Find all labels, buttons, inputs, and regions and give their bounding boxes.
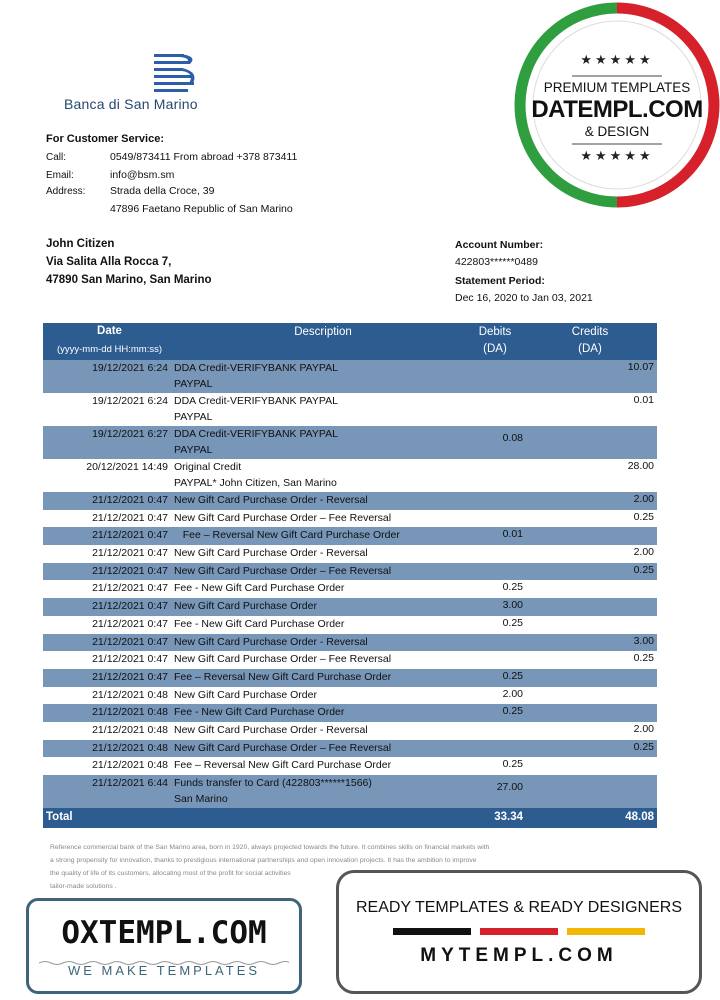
row-date: 21/12/2021 0:48 [92, 688, 168, 701]
row-description: New Gift Card Purchase Order – Fee Reversal [174, 564, 392, 577]
row-description: Fee - New Gift Card Purchase Order [174, 706, 345, 719]
row-debit: 0.25 [502, 758, 523, 771]
table-header [43, 323, 657, 360]
row-date: 19/12/2021 6:24 [92, 395, 168, 407]
row-date: 21/12/2021 0:47 [92, 670, 168, 683]
footnote-line1: Reference commercial bank of the San Marino area, born in 1920, always projected towards the future. It combines skills on financial markets with [50, 844, 490, 851]
footnote-line3: the quality of life of its customers, allocating most of the profit for social activities [50, 870, 291, 877]
header-credits: Credits [571, 326, 609, 338]
mytempl-stamp [336, 870, 702, 994]
stripe-black [393, 928, 471, 935]
row-description: New Gift Card Purchase Order - Reversal [174, 494, 368, 506]
table-row [43, 704, 657, 722]
row-credit: 28.00 [627, 460, 654, 472]
header-credits-unit: (DA) [578, 343, 602, 355]
row-description-detail: PAYPAL [174, 378, 213, 390]
row-date: 21/12/2021 0:47 [92, 617, 168, 630]
call-label: Call: [46, 152, 67, 163]
customer-street: Via Salita Alla Rocca 7, [46, 256, 172, 268]
email-label: Email: [46, 170, 74, 181]
email-value[interactable]: info@bsm.sm [110, 169, 175, 181]
badge-stars-top: ★★★★★ [580, 52, 654, 67]
row-date: 19/12/2021 6:24 [92, 362, 168, 374]
row-description: DDA Credit-VERIFYBANK PAYPAL [174, 395, 338, 407]
statement-period-value: Dec 16, 2020 to Jan 03, 2021 [455, 292, 593, 304]
row-description-detail: PAYPAL [174, 411, 213, 423]
row-credit: 2.00 [633, 546, 654, 559]
table-row [43, 393, 657, 426]
row-description: New Gift Card Purchase Order - Reversal [174, 547, 368, 560]
row-description-detail: PAYPAL [174, 444, 213, 456]
row-credit: 0.25 [633, 652, 654, 665]
badge-stars-bottom: ★★★★★ [580, 148, 654, 163]
row-description: New Gift Card Purchase Order – Fee Reversal [174, 741, 392, 754]
row-date: 21/12/2021 0:48 [92, 741, 168, 754]
address-label: Address: [46, 186, 86, 197]
row-date: 21/12/2021 0:47 [92, 635, 168, 648]
row-debit: 27.00 [496, 781, 523, 793]
row-date: 19/12/2021 6:27 [92, 428, 168, 440]
header-description: Description [294, 326, 352, 338]
row-credit: 10.07 [627, 361, 654, 373]
table-row [43, 651, 657, 669]
row-credit: 0.25 [633, 510, 654, 523]
badge-line3: & DESIGN [584, 124, 650, 139]
badge-line2: DATEMPL.COM [531, 96, 703, 123]
header-date-format: (yyyy-mm-dd HH:mm:ss) [56, 344, 162, 355]
row-description: Fee - New Gift Card Purchase Order [174, 617, 345, 630]
row-date: 21/12/2021 0:48 [92, 706, 168, 719]
row-date: 21/12/2021 0:47 [92, 547, 168, 560]
table-row [43, 598, 657, 616]
call-value: 0549/873411 From abroad +378 873411 [110, 151, 298, 163]
row-credit: 0.25 [633, 563, 654, 576]
row-description: Funds transfer to Card (422803******1566) [174, 777, 372, 789]
table-row [43, 492, 657, 510]
table-row [43, 563, 657, 581]
row-credit: 2.00 [633, 493, 654, 505]
footnote-line2: a strong propensity for innovation, thanks to prestigious international partnerships and open innovation projects. It has the ambition to improve [50, 857, 477, 864]
row-debit: 0.08 [502, 432, 523, 444]
row-description: New Gift Card Purchase Order – Fee Reversal [174, 511, 392, 524]
row-date: 21/12/2021 0:48 [92, 759, 168, 772]
table-row [43, 545, 657, 563]
statement-table [43, 323, 657, 828]
wave-icon [39, 953, 289, 959]
table-row [43, 616, 657, 634]
oxtempl-subtitle: WE MAKE TEMPLATES [67, 963, 261, 978]
table-row [43, 426, 657, 459]
row-date: 21/12/2021 0:47 [92, 511, 168, 524]
account-number-value: 422803******0489 [455, 256, 538, 268]
table-row [43, 687, 657, 705]
row-description-detail: PAYPAL* John Citizen, San Marino [174, 477, 337, 489]
row-description: New Gift Card Purchase Order – Fee Reversal [174, 653, 392, 666]
customer-name: John Citizen [46, 238, 115, 250]
row-description: Fee – Reversal New Gift Card Purchase Order [174, 670, 392, 683]
header-date: Date [97, 325, 122, 337]
customer-service-title: For Customer Service: [46, 133, 164, 145]
table-row [43, 459, 657, 492]
bank-logo-icon [150, 52, 200, 94]
address-line1: Strada della Croce, 39 [110, 185, 215, 197]
row-date: 21/12/2021 0:47 [92, 529, 168, 542]
row-description-detail: San Marino [174, 793, 228, 805]
table-row [43, 775, 657, 808]
total-label: Total [46, 811, 73, 823]
row-debit: 0.25 [502, 669, 523, 682]
row-debit: 0.25 [502, 616, 523, 629]
row-date: 21/12/2021 0:47 [92, 564, 168, 577]
row-date: 21/12/2021 0:47 [92, 494, 168, 506]
row-debit: 0.01 [502, 528, 523, 541]
total-row [43, 808, 657, 828]
oxtempl-stamp [26, 898, 302, 994]
badge-line1: PREMIUM TEMPLATES [543, 80, 691, 95]
header-debits: Debits [478, 326, 512, 338]
table-row [43, 669, 657, 687]
table-row [43, 740, 657, 758]
header-debits-unit: (DA) [483, 343, 507, 355]
mytempl-url[interactable]: MYTEMPL.COM [420, 945, 618, 966]
statement-period-label: Statement Period: [455, 275, 545, 287]
row-debit: 0.25 [502, 581, 523, 594]
row-credit: 2.00 [633, 722, 654, 735]
bank-name: Banca di San Marino [64, 96, 198, 112]
footnote-line4: tailor-made solutions . [50, 883, 117, 890]
customer-city: 47890 San Marino, San Marino [46, 274, 212, 286]
table-row [43, 527, 657, 545]
row-description: Fee - New Gift Card Purchase Order [174, 582, 345, 595]
row-description: Fee – Reversal New Gift Card Purchase Order [174, 759, 392, 772]
row-description: New Gift Card Purchase Order [174, 600, 317, 613]
table-row [43, 510, 657, 528]
row-credit: 0.01 [633, 394, 654, 406]
table-body [43, 360, 657, 808]
total-credit: 48.08 [625, 811, 654, 823]
mytempl-title: READY TEMPLATES & READY DESIGNERS [355, 899, 683, 916]
stripe-red [480, 928, 558, 935]
table-row [43, 360, 657, 393]
address-line2: 47896 Faetano Republic of San Marino [110, 203, 293, 215]
oxtempl-title[interactable]: OXTEMPL.COM [61, 915, 267, 951]
row-description: DDA Credit-VERIFYBANK PAYPAL [174, 362, 338, 374]
row-debit: 3.00 [502, 599, 523, 612]
row-description: Fee – Reversal New Gift Card Purchase Order [174, 529, 400, 542]
account-number-label: Account Number: [455, 239, 544, 251]
row-date: 20/12/2021 14:49 [86, 461, 168, 473]
total-debit: 33.34 [494, 811, 523, 823]
row-date: 21/12/2021 0:47 [92, 582, 168, 595]
row-description: New Gift Card Purchase Order - Reversal [174, 723, 368, 736]
row-date: 21/12/2021 0:47 [92, 653, 168, 666]
table-row [43, 757, 657, 775]
row-date: 21/12/2021 0:47 [92, 600, 168, 613]
row-description: Original Credit [174, 461, 242, 473]
table-row [43, 634, 657, 652]
stripe-yellow [567, 928, 645, 935]
table-row [43, 580, 657, 598]
row-description: DDA Credit-VERIFYBANK PAYPAL [174, 428, 338, 440]
row-credit: 0.25 [633, 740, 654, 753]
table-row [43, 722, 657, 740]
row-debit: 2.00 [502, 687, 523, 700]
row-debit: 0.25 [502, 705, 523, 718]
row-description: New Gift Card Purchase Order - Reversal [174, 635, 368, 648]
row-description: New Gift Card Purchase Order [174, 688, 317, 701]
datempl-badge [514, 2, 720, 208]
row-date: 21/12/2021 6:44 [92, 777, 168, 789]
row-credit: 3.00 [633, 634, 654, 647]
row-date: 21/12/2021 0:48 [92, 723, 168, 736]
